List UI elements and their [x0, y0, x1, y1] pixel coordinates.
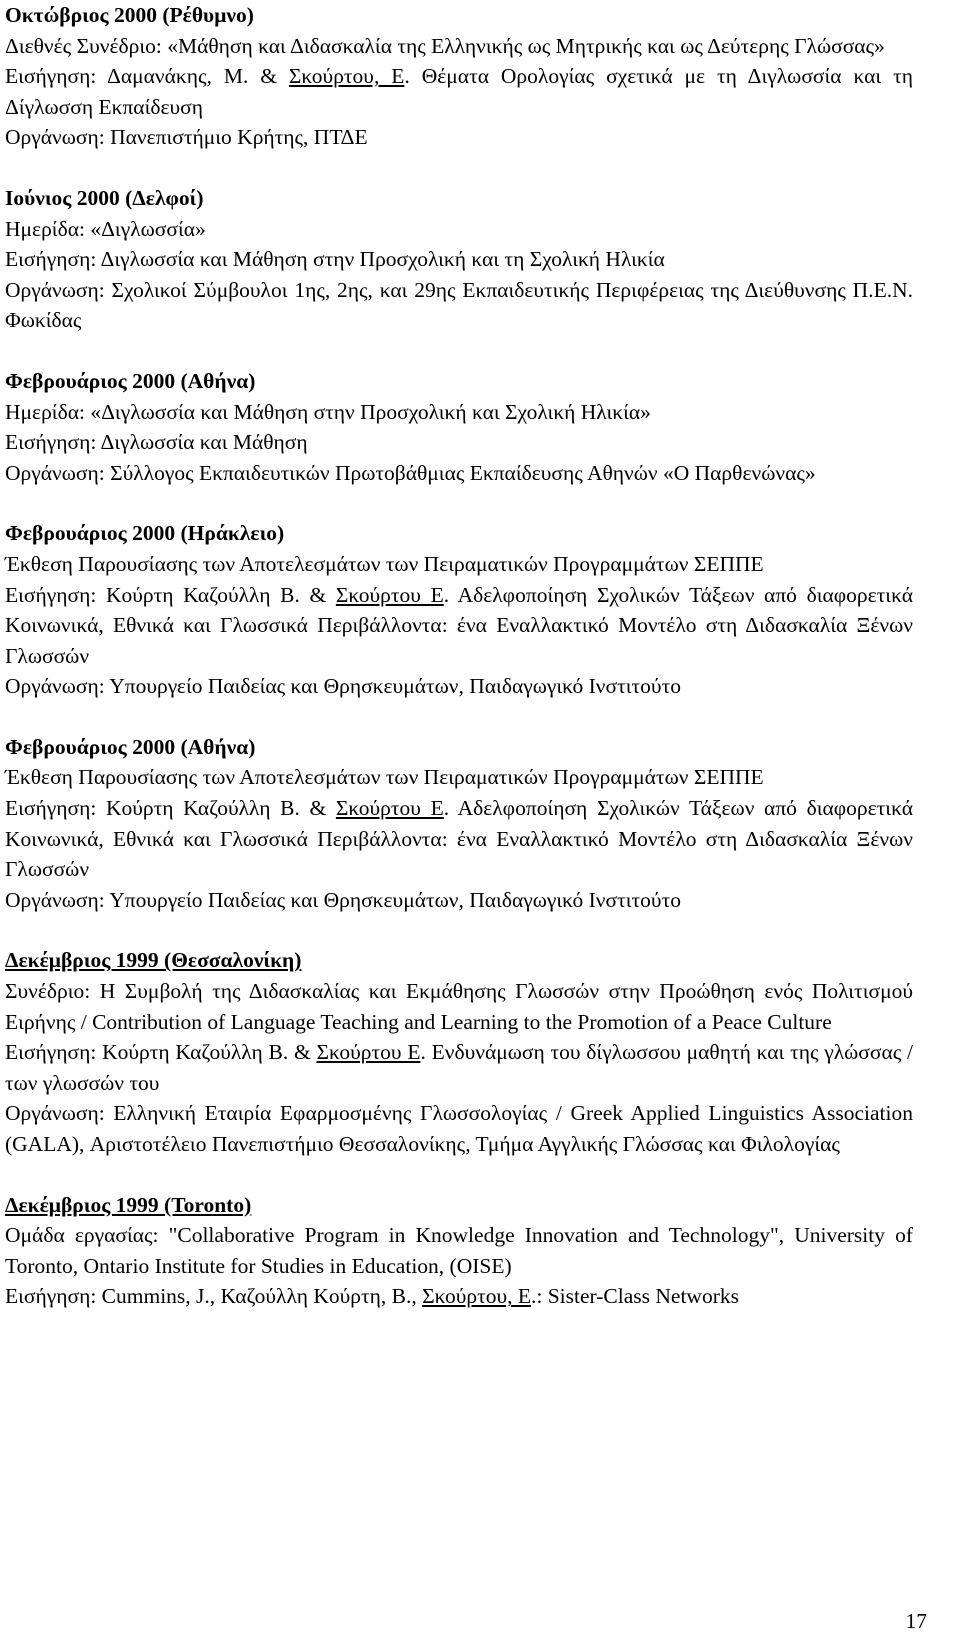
text-segment: Έκθεση Παρουσίασης των Αποτελεσμάτων των Πειραματικών Προγραμμάτων ΣΕΠΠΕ — [5, 765, 764, 790]
author-name-underlined: Σκούρτου, Ε — [288, 64, 405, 89]
text-segment: . Ενδυνάμωση του δίγλωσσου μαθητή και της γλώσσας /των γλωσσών του — [5, 1040, 914, 1095]
entry-heading: Φεβρουάριος 2000 (Ηράκλειο) — [5, 521, 285, 546]
cv-entry — [5, 366, 913, 488]
text-segment: .: Sister-Class Networks — [531, 1284, 739, 1309]
text-segment: . Αδελφοποίηση Σχολικών Τάξεων από διαφορετικά Κοινωνικά, Εθνικά και Γλωσσικά Περιβάλλοντα: ένα Εναλλακτικό Μοντέλο στη Διδασκαλία Ξένων Γλωσσών — [5, 582, 914, 668]
entry-line — [5, 397, 913, 428]
entry-line — [5, 762, 913, 793]
author-name-underlined: Σκούρτου Ε — [335, 796, 444, 821]
text-segment: . Αδελφοποίηση Σχολικών Τάξεων από διαφορετικά Κοινωνικά, Εθνικά και Γλωσσικά Περιβάλλοντα: ένα Εναλλακτικό Μοντέλο στη Διδασκαλία Ξένων Γλωσσών — [5, 796, 914, 882]
entry-line — [5, 549, 913, 580]
text-segment: Εισήγηση: Κούρτη Καζούλλη Β. & — [5, 582, 336, 607]
text-segment: Εισήγηση: Διγλωσσία και Μάθηση στην Προσχολική και τη Σχολική Ηλικία — [5, 247, 665, 272]
cv-entry — [5, 183, 913, 336]
entry-line — [5, 214, 913, 245]
text-segment: Συνέδριο: Η Συμβολή της Διδασκαλίας και Εκμάθησης Γλωσσών στην Προώθηση ενός Πολιτισμού Ειρήνης / Contribution of Language Teaching and Learning to the Promotion of a Peace Culture — [5, 979, 913, 1034]
cv-entry — [5, 945, 913, 1159]
entry-line — [5, 1037, 913, 1098]
text-segment: Έκθεση Παρουσίασης των Αποτελεσμάτων των Πειραματικών Προγραμμάτων ΣΕΠΠΕ — [5, 551, 764, 576]
entry-line — [5, 122, 913, 153]
cv-entry — [5, 518, 913, 702]
entry-line — [5, 976, 913, 1037]
text-segment: Εισήγηση: Δαμανάκης, Μ. & — [5, 64, 289, 89]
cv-entry — [5, 732, 913, 916]
entry-heading: Φεβρουάριος 2000 (Αθήνα) — [5, 734, 256, 759]
text-segment: Εισήγηση: Διγλωσσία και Μάθηση — [5, 430, 308, 455]
text-segment: Οργάνωση: Σχολικοί Σύμβουλοι 1ης, 2ης, και 29ης Εκπαιδευτικής Περιφέρειας της Διεύθυνσης Π.Ε.Ν. Φωκίδας — [5, 277, 913, 333]
entry-line — [5, 580, 913, 672]
cv-entry — [5, 0, 913, 153]
text-segment: Οργάνωση: Υπουργείο Παιδείας και Θρησκευμάτων, Παιδαγωγικό Ινστιτούτο — [5, 887, 681, 912]
entry-line — [5, 244, 913, 275]
entry-heading: Ιούνιος 2000 (Δελφοί) — [5, 185, 204, 210]
text-segment: Οργάνωση: Ελληνική Εταιρία Εφαρμοσμένης Γλωσσολογίας / Greek Applied Linguistics Association (GALA), Αριστοτέλειο Πανεπιστήμιο Θεσσαλονίκης, Τμήμα Αγγλικής Γλώσσας και Φιλολογίας — [5, 1101, 913, 1156]
text-segment: Εισήγηση: Κούρτη Καζούλλη Β. & — [5, 1040, 317, 1065]
entry-line — [5, 275, 913, 336]
entry-heading: Δεκέμβριος 1999 (Toronto) — [5, 1192, 252, 1217]
page-number: 17 — [905, 1609, 927, 1633]
text-segment: Οργάνωση: Υπουργείο Παιδείας και Θρησκευμάτων, Παιδαγωγικό Ινστιτούτο — [5, 674, 681, 699]
entry-line — [5, 1281, 913, 1312]
text-segment: Εισήγηση: Κούρτη Καζούλλη Β. & — [5, 796, 336, 821]
entry-heading: Δεκέμβριος 1999 (Θεσσαλονίκη) — [5, 948, 302, 973]
entry-line — [5, 31, 913, 62]
text-segment: Ημερίδα: «Διγλωσσία και Μάθηση στην Προσχολική και Σχολική Ηλικία» — [5, 399, 651, 424]
author-name-underlined: Σκούρτου, Ε — [422, 1284, 531, 1309]
entry-line — [5, 1220, 913, 1281]
entry-heading: Οκτώβριος 2000 (Ρέθυμνο) — [5, 3, 254, 27]
document-body — [5, 0, 913, 1342]
entry-line — [5, 793, 913, 885]
author-name-underlined: Σκούρτου Ε — [316, 1040, 421, 1065]
text-segment: . Θέματα Ορολογίας σχετικά με τη Διγλωσσία και τη Δίγλωσση Εκπαίδευση — [5, 64, 914, 119]
entry-line — [5, 458, 913, 489]
entry-line — [5, 671, 913, 702]
text-segment: Οργάνωση: Πανεπιστήμιο Κρήτης, ΠΤΔΕ — [5, 125, 368, 150]
entry-line — [5, 885, 913, 916]
text-segment: Οργάνωση: Σύλλογος Εκπαιδευτικών Πρωτοβάθμιας Εκπαίδευσης Αθηνών «Ο Παρθενώνας» — [5, 460, 816, 485]
entry-line — [5, 1098, 913, 1159]
text-segment: Ημερίδα: «Διγλωσσία» — [5, 216, 206, 241]
text-segment: Ομάδα εργασίας: "Collaborative Program in Knowledge Innovation and Technology", University of Toronto, Ontario Institute for Studies in Education, (OISE) — [5, 1223, 913, 1278]
text-segment: Διεθνές Συνέδριο: «Μάθηση και Διδασκαλία της Ελληνικής ως Μητρικής και ως Δεύτερης Γλώσσας» — [5, 33, 885, 58]
text-segment: Εισήγηση: Cummins, J., Καζούλλη Κούρτη, Β., — [5, 1284, 423, 1309]
entry-line — [5, 427, 913, 458]
entry-heading: Φεβρουάριος 2000 (Αθήνα) — [5, 368, 256, 393]
cv-entry — [5, 1190, 913, 1312]
author-name-underlined: Σκούρτου Ε — [335, 582, 444, 607]
entry-line — [5, 61, 913, 122]
